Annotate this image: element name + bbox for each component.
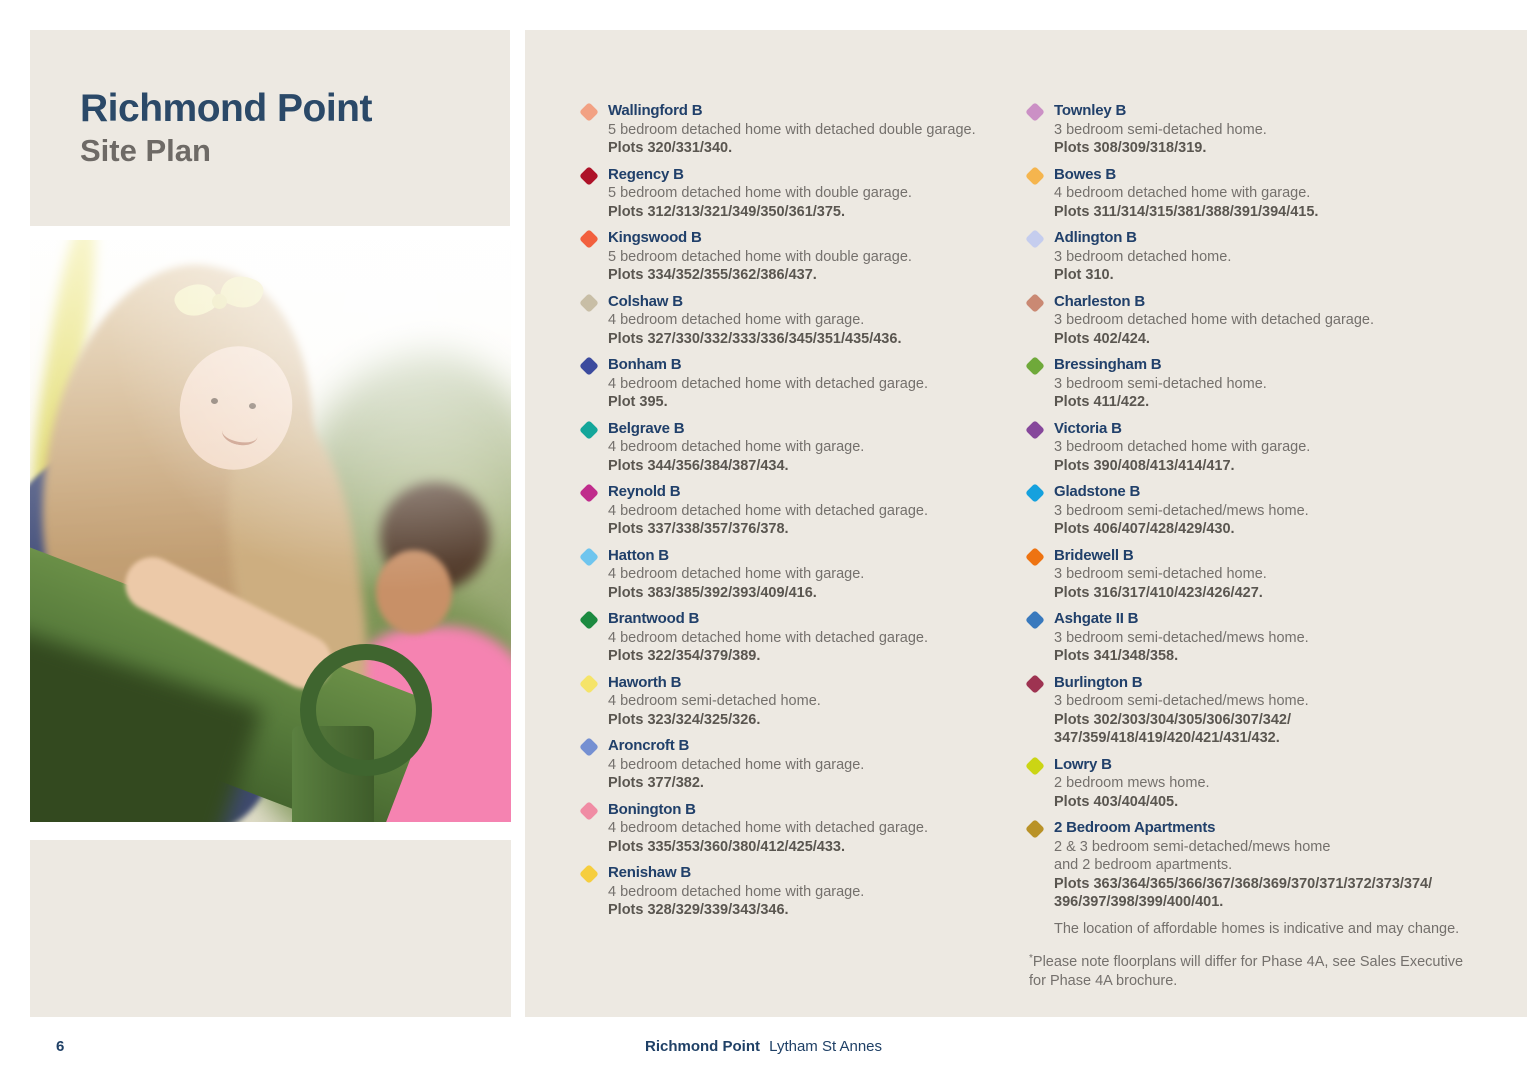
house-type-name: Belgrave B: [608, 419, 685, 437]
house-type-name: Bonington B: [608, 800, 696, 818]
legend-item-text: [608, 483, 928, 539]
house-type-name: Bonham B: [608, 356, 682, 373]
plot-type-diamond-icon: [579, 864, 599, 884]
plot-numbers: Plots 302/303/304/305/306/307/342/: [1054, 711, 1292, 728]
legend-item: [1027, 166, 1495, 222]
house-type-description: 3 bedroom detached home with detached garage.: [1054, 312, 1375, 328]
legend-item: [1027, 819, 1495, 938]
house-type-name: Bowes B: [1054, 165, 1116, 183]
house-type-description: 3 bedroom semi-detached/mews home.: [1054, 693, 1309, 709]
legend-item: [1027, 102, 1495, 158]
legend-item: [581, 674, 1001, 730]
legend-item: [581, 483, 1001, 539]
legend-item: [1027, 229, 1495, 285]
legend-item: [1027, 610, 1495, 666]
legend-item-text: [608, 229, 912, 285]
legend-item: [581, 547, 1001, 603]
house-type-name: Aroncroft B: [608, 737, 690, 754]
legend-item: [1027, 547, 1495, 603]
legend-item: [581, 102, 1001, 158]
house-type-name: Burlington B: [1054, 673, 1143, 691]
site-plan-legend-panel: [525, 30, 1527, 1017]
legend-item-text: [608, 864, 864, 920]
legend-item: [581, 293, 1001, 349]
phase-4a-footnote-line2: for Phase 4A brochure.: [1029, 972, 1178, 989]
page-subtitle: Site Plan: [80, 133, 211, 168]
plot-type-diamond-icon: [1025, 420, 1045, 440]
plot-numbers: Plots 308/309/318/319.: [1054, 140, 1207, 156]
house-type-name: Bridewell B: [1054, 546, 1134, 564]
page-title: Richmond Point: [80, 87, 372, 130]
plot-type-diamond-icon: [579, 102, 599, 122]
legend-item-text: [1054, 356, 1267, 412]
plot-numbers: Plots 312/313/321/349/350/361/375.: [608, 203, 846, 220]
house-type-name: Bressingham B: [1054, 356, 1162, 373]
plot-type-diamond-icon: [579, 166, 599, 186]
legend-item: [1027, 356, 1495, 412]
house-type-description: 2 & 3 bedroom semi-detached/mews home: [1054, 838, 1331, 855]
plot-type-diamond-icon: [579, 420, 599, 440]
legend-item-text: [1054, 610, 1309, 666]
plot-type-diamond-icon: [579, 674, 599, 694]
legend-item: [581, 610, 1001, 666]
plot-type-diamond-icon: [1025, 229, 1045, 249]
house-type-name: Regency B: [608, 165, 684, 183]
house-type-description: 4 bedroom detached home with garage.: [608, 756, 865, 773]
plot-type-diamond-icon: [1025, 483, 1045, 503]
house-type-name: Gladstone B: [1054, 483, 1141, 500]
legend-item: [1027, 756, 1495, 812]
house-type-name: Reynold B: [608, 483, 681, 500]
plot-type-diamond-icon: [579, 737, 599, 757]
legend-item-text: [608, 801, 928, 857]
footer-brand: Richmond Point: [644, 1038, 760, 1055]
house-type-name: Brantwood B: [608, 610, 700, 627]
house-type-description: 4 bedroom detached home with detached garage.: [608, 629, 929, 646]
house-type-name: Wallingford B: [608, 102, 703, 119]
house-type-description: 2 bedroom mews home.: [1054, 775, 1210, 791]
legend-item-text: [1054, 674, 1309, 748]
plot-numbers: Plots 344/356/384/387/434.: [608, 457, 789, 474]
footnote-asterisk: *: [1029, 953, 1033, 964]
house-type-name: Charleston B: [1054, 292, 1145, 310]
plot-type-diamond-icon: [1025, 102, 1045, 122]
legend-item: [581, 166, 1001, 222]
legend-item-text: [608, 547, 864, 603]
house-type-description: 3 bedroom semi-detached home.: [1054, 566, 1267, 582]
house-type-description: 4 bedroom detached home with garage.: [608, 566, 865, 582]
plot-numbers: Plots 403/404/405.: [1054, 793, 1179, 810]
house-type-name: Townley B: [1054, 102, 1127, 119]
legend-item-text: [1054, 547, 1267, 603]
plot-numbers: Plot 310.: [1054, 267, 1114, 283]
house-type-name: Renishaw B: [608, 864, 692, 881]
legend-item-text: [608, 166, 912, 222]
legend-item-text: [608, 610, 928, 666]
plot-numbers: Plots 337/338/357/376/378.: [608, 521, 789, 537]
house-type-description: 4 bedroom detached home with detached garage.: [608, 820, 929, 836]
legend-item-text: [1054, 819, 1459, 938]
photo-haze-overlay: [30, 240, 511, 822]
plot-type-diamond-icon: [579, 229, 599, 249]
legend-column-2: [1027, 102, 1495, 990]
footer: [0, 1038, 1527, 1055]
house-type-description: 4 bedroom detached home with detached garage.: [608, 502, 929, 519]
plot-numbers: Plots 341/348/358.: [1054, 648, 1179, 664]
house-type-description: 4 bedroom detached home with garage.: [608, 439, 865, 455]
phase-4a-footnote: *Please note floorplans will differ for Phase 4A, see Sales Executive for Phase 4A brochure.: [1029, 950, 1495, 990]
plot-numbers: 396/397/398/399/400/401.: [1054, 894, 1224, 910]
legend-item-text: [608, 102, 976, 158]
title-block: [30, 30, 510, 226]
plot-numbers: Plots 335/353/360/380/412/425/433.: [608, 838, 846, 855]
house-type-description: 4 bedroom detached home with garage.: [608, 312, 865, 328]
legend-item-text: [1054, 483, 1309, 539]
plot-type-diamond-icon: [579, 293, 599, 313]
house-type-description: 4 bedroom detached home with detached garage.: [608, 375, 929, 392]
house-type-description: 4 bedroom detached home with garage.: [1054, 185, 1311, 201]
house-type-name: Kingswood B: [608, 229, 702, 246]
plot-numbers: Plots 323/324/325/326.: [608, 711, 761, 728]
plot-numbers: Plots 411/422.: [1054, 394, 1150, 410]
legend-item: [581, 229, 1001, 285]
plot-numbers: Plots 383/385/392/393/409/416.: [608, 584, 817, 601]
house-type-description: 3 bedroom detached home.: [1054, 248, 1232, 265]
plot-numbers: Plots 311/314/315/381/388/391/394/415.: [1054, 203, 1319, 220]
house-type-description: 5 bedroom detached home with double garage.: [608, 248, 912, 265]
footer-location: Lytham St Annes: [769, 1038, 883, 1055]
legend-item: [581, 737, 1001, 793]
plot-type-diamond-icon: [579, 610, 599, 630]
house-type-name: Ashgate II B: [1054, 610, 1139, 627]
house-type-name: 2 Bedroom Apartments: [1054, 819, 1216, 836]
house-type-description: 4 bedroom semi-detached home.: [608, 693, 821, 709]
legend-item-text: [608, 420, 864, 476]
beige-spacer-block: [30, 840, 511, 1017]
plot-numbers: Plots 363/364/365/366/367/368/369/370/371/372/373/374/: [1054, 875, 1433, 892]
legend-item: [581, 420, 1001, 476]
legend-item-text: [608, 293, 901, 349]
plot-numbers: Plots 334/352/355/362/386/437.: [608, 267, 817, 283]
page-number: 6: [56, 1038, 65, 1055]
plot-type-diamond-icon: [579, 356, 599, 376]
legend-item-text: [1054, 293, 1374, 349]
legend-item-text: [608, 737, 864, 793]
house-type-description: 5 bedroom detached home with detached double garage.: [608, 121, 976, 138]
legend-item-text: [1054, 756, 1210, 812]
plot-numbers: Plots 390/408/413/414/417.: [1054, 457, 1235, 474]
legend-item-text: [608, 674, 821, 730]
legend-item-text: [1054, 166, 1318, 222]
house-type-description: and 2 bedroom apartments.: [1054, 857, 1233, 873]
plot-numbers: Plots 316/317/410/423/426/427.: [1054, 584, 1263, 601]
legend-item-text: [608, 356, 928, 412]
plot-type-diamond-icon: [1025, 674, 1045, 694]
plot-type-diamond-icon: [579, 483, 599, 503]
plot-numbers: Plots 377/382.: [608, 775, 704, 791]
plot-numbers: 347/359/418/419/420/421/431/432.: [1054, 730, 1280, 746]
site-photo-children-playground: [30, 240, 511, 822]
plot-numbers: Plots 322/354/379/389.: [608, 648, 761, 664]
house-type-description: 3 bedroom detached home with garage.: [1054, 439, 1311, 455]
house-type-name: Victoria B: [1054, 419, 1122, 437]
plot-type-diamond-icon: [1025, 356, 1045, 376]
plot-type-diamond-icon: [1025, 547, 1045, 567]
plot-numbers: Plots 327/330/332/333/336/345/351/435/436.: [608, 330, 902, 347]
legend-item: [1027, 420, 1495, 476]
legend-item-text: [1054, 229, 1231, 285]
plot-type-diamond-icon: [1025, 756, 1045, 776]
plot-type-diamond-icon: [1025, 610, 1045, 630]
legend-item: [581, 801, 1001, 857]
plot-numbers: Plots 406/407/428/429/430.: [1054, 521, 1235, 537]
house-type-description: 3 bedroom semi-detached home.: [1054, 121, 1267, 138]
house-type-description: 5 bedroom detached home with double garage.: [608, 185, 912, 201]
plot-type-diamond-icon: [579, 801, 599, 821]
plot-numbers: Plots 328/329/339/343/346.: [608, 902, 789, 918]
house-type-name: Lowry B: [1054, 755, 1112, 773]
legend-item-text: [1054, 102, 1267, 158]
house-type-description: 4 bedroom detached home with garage.: [608, 883, 865, 900]
legend-item: [581, 864, 1001, 920]
plot-numbers: Plots 320/331/340.: [608, 140, 733, 156]
plot-type-diamond-icon: [1025, 819, 1045, 839]
house-type-name: Hatton B: [608, 546, 669, 564]
house-type-description: 3 bedroom semi-detached/mews home.: [1054, 502, 1309, 519]
legend-column-1: [581, 102, 1001, 928]
plot-type-diamond-icon: [579, 547, 599, 567]
legend-item: [1027, 483, 1495, 539]
house-type-name: Haworth B: [608, 673, 682, 691]
house-type-description: 3 bedroom semi-detached home.: [1054, 375, 1267, 392]
legend-item: [1027, 674, 1495, 748]
house-type-name: Adlington B: [1054, 229, 1137, 246]
plot-type-diamond-icon: [1025, 293, 1045, 313]
legend-item: [1027, 293, 1495, 349]
house-type-name: Colshaw B: [608, 292, 683, 310]
legend-item: [581, 356, 1001, 412]
plot-type-diamond-icon: [1025, 166, 1045, 186]
house-type-description: 3 bedroom semi-detached/mews home.: [1054, 629, 1309, 646]
affordable-homes-note: The location of affordable homes is indicative and may change.: [1054, 920, 1460, 937]
plot-numbers: Plots 402/424.: [1054, 330, 1150, 347]
legend-item-text: [1054, 420, 1310, 476]
plot-numbers: Plot 395.: [608, 394, 668, 410]
